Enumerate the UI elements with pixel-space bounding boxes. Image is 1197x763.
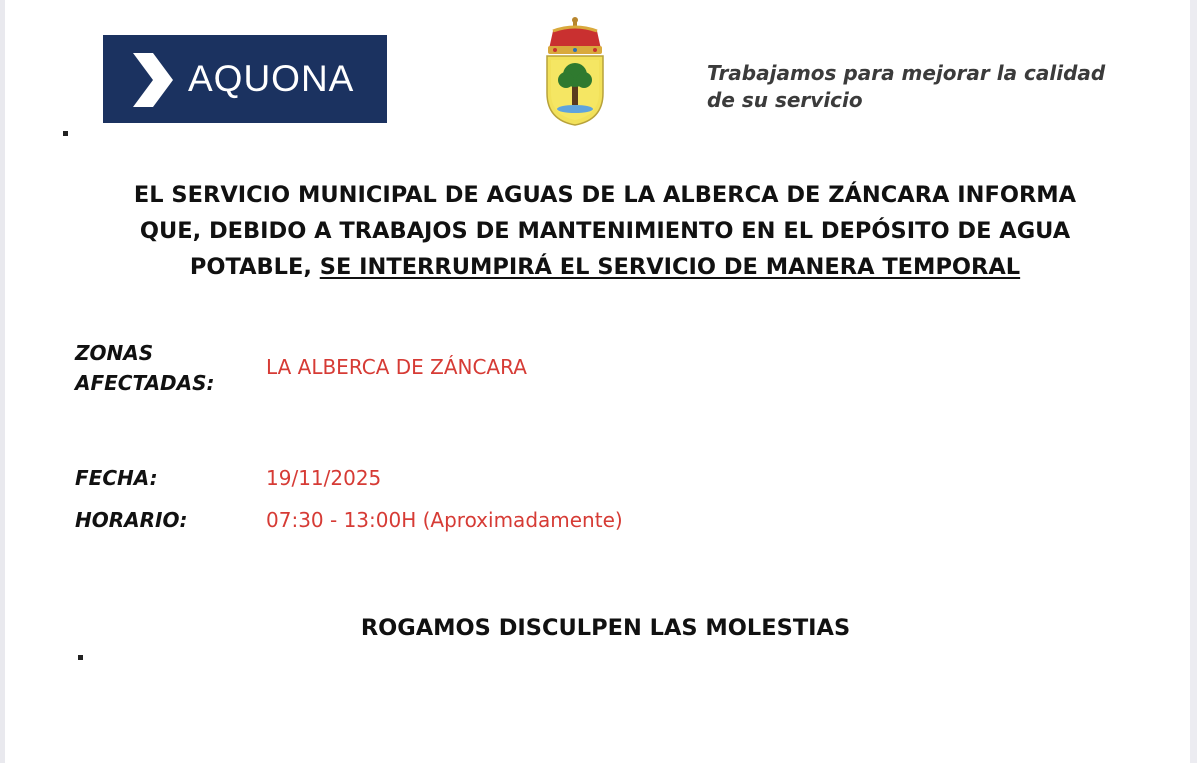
aquona-chevron-icon	[131, 49, 175, 111]
horario-value: 07:30 - 13:00H (Aproximadamente)	[266, 508, 623, 532]
coat-of-arms-icon	[541, 15, 609, 127]
fecha-label: FECHA:	[75, 466, 158, 490]
zonas-label-line: ZONAS	[75, 341, 154, 365]
horario-label: HORARIO:	[75, 508, 188, 532]
zonas-label-line: AFECTADAS:	[75, 371, 215, 395]
notice-line	[60, 249, 1150, 285]
zonas-value: LA ALBERCA DE ZÁNCARA	[266, 355, 527, 379]
notice-line: EL SERVICIO MUNICIPAL DE AGUAS DE LA ALBERCA DE ZÁNCARA INFORMA	[133, 182, 1077, 208]
logo-text: AQUONA	[188, 58, 355, 99]
notice-line: QUE, DEBIDO A TRABAJOS DE MANTENIMIENTO EN EL DEPÓSITO DE AGUA	[139, 218, 1071, 244]
notice-line-start: POTABLE,	[189, 254, 320, 280]
aquona-logo	[103, 35, 387, 123]
page-edge-left	[0, 0, 5, 763]
zonas-label	[75, 338, 255, 398]
tagline: Trabajamos para mejorar la calidad de su servicio	[707, 61, 1106, 112]
page-edge-right	[1190, 0, 1197, 763]
service-interruption-emphasis: SE INTERRUMPIRÁ EL SERVICIO DE MANERA TEMPORAL	[319, 254, 1021, 280]
fecha-value: 19/11/2025	[266, 466, 382, 490]
bullet-marker	[78, 655, 83, 660]
bullet-marker	[63, 131, 68, 136]
closing-message: ROGAMOS DISCULPEN LAS MOLESTIAS	[360, 615, 851, 641]
notice-text	[60, 177, 1150, 285]
